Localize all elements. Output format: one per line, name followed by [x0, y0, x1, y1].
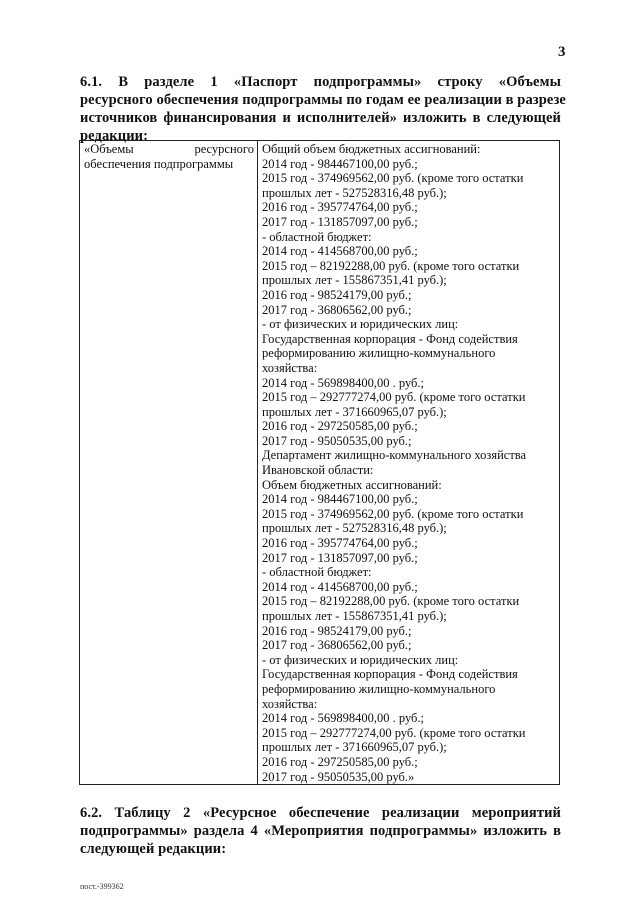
- paragraph-line: подпрограммы» раздела 4 «Мероприятия подпрограммы» изложить в: [80, 823, 561, 839]
- paragraph-line: ресурсного обеспечения подпрограммы по годам ее реализации в разрезе: [80, 92, 566, 108]
- value-line: прошлых лет - 371660965,07 руб.);: [262, 740, 447, 755]
- value-line: Государственная корпорация - Фонд содействия: [262, 667, 518, 682]
- paragraph-line: редакции:: [80, 128, 149, 144]
- value-line: 2015 год – 292777274,00 руб. (кроме того остатки: [262, 725, 526, 740]
- value-line: прошлых лет - 155867351,41 руб.);: [262, 273, 447, 288]
- value-line: 2014 год - 569898400,00 . руб.;: [262, 375, 424, 390]
- value-line: 2017 год - 95050535,00 руб.;: [262, 433, 412, 448]
- value-line: 2014 год - 984467100,00 руб.;: [262, 492, 418, 507]
- value-line: реформированию жилищно-коммунального: [262, 681, 496, 696]
- value-line: - областной бюджет:: [262, 565, 372, 580]
- value-line: прошлых лет - 371660965,07 руб.);: [262, 404, 447, 419]
- value-line: 2017 год - 95050535,00 руб.»: [262, 769, 415, 784]
- value-line: 2015 год - 374969562,00 руб. (кроме того остатки: [262, 506, 524, 521]
- resources-label-cell: [80, 141, 258, 785]
- value-line: 2017 год - 131857097,00 руб.;: [262, 214, 418, 229]
- value-line: 2016 год - 395774764,00 руб.;: [262, 536, 418, 551]
- value-line: хозяйства:: [262, 360, 318, 375]
- value-line: 2016 год - 297250585,00 руб.;: [262, 754, 418, 769]
- resources-value-cell: [258, 141, 560, 785]
- value-line: - от физических и юридических лиц:: [262, 317, 459, 332]
- value-line: 2015 год – 292777274,00 руб. (кроме того остатки: [262, 390, 526, 405]
- paragraph-line: 6.2. Таблицу 2 «Ресурсное обеспечение реализации мероприятий: [80, 805, 561, 821]
- paragraph-line: 6.1. В разделе 1 «Паспорт подпрограммы» строку «Объемы: [80, 74, 561, 90]
- value-line: реформированию жилищно-коммунального: [262, 346, 496, 361]
- paragraph-line: источников финансирования и исполнителей» изложить в следующей: [80, 110, 561, 126]
- passport-table: [79, 140, 560, 785]
- value-line: 2015 год – 82192288,00 руб. (кроме того остатки: [262, 594, 520, 609]
- value-line: хозяйства:: [262, 696, 318, 711]
- value-line: 2014 год - 569898400,00 . руб.;: [262, 711, 424, 726]
- page-number: 3: [558, 44, 566, 60]
- value-line: 2016 год - 98524179,00 руб.;: [262, 623, 412, 638]
- value-line: 2014 год - 414568700,00 руб.;: [262, 579, 418, 594]
- value-line: 2016 год - 297250585,00 руб.;: [262, 419, 418, 434]
- label-line: обеспечения подпрограммы: [84, 156, 234, 171]
- table-row: [80, 141, 560, 785]
- value-line: Департамент жилищно-коммунального хозяйства: [262, 448, 527, 463]
- document-code: пост.-399362: [80, 882, 124, 891]
- value-line: прошлых лет - 155867351,41 руб.);: [262, 609, 447, 623]
- value-line: 2014 год - 984467100,00 руб.;: [262, 156, 418, 171]
- paragraph-6-2: [80, 804, 561, 858]
- value-line: Государственная корпорация - Фонд содействия: [262, 331, 518, 346]
- value-line: Объем бюджетных ассигнований:: [262, 477, 442, 492]
- paragraph-6-1: [80, 73, 566, 145]
- value-line: Ивановской области:: [262, 463, 374, 478]
- value-line: 2015 год - 374969562,00 руб. (кроме того остатки: [262, 171, 524, 186]
- value-line: 2017 год - 36806562,00 руб.;: [262, 302, 412, 317]
- value-line: 2017 год - 131857097,00 руб.;: [262, 550, 418, 565]
- paragraph-line: следующей редакции:: [80, 841, 227, 857]
- value-line: 2016 год - 395774764,00 руб.;: [262, 200, 418, 215]
- value-line: 2016 год - 98524179,00 руб.;: [262, 287, 412, 302]
- value-line: - областной бюджет:: [262, 229, 372, 244]
- value-line: прошлых лет - 527528316,48 руб.);: [262, 521, 447, 536]
- value-line: - от физических и юридических лиц:: [262, 652, 459, 667]
- value-line: 2014 год - 414568700,00 руб.;: [262, 244, 418, 259]
- value-line: прошлых лет - 527528316,48 руб.);: [262, 185, 447, 200]
- label-line: «Объемы ресурсного: [84, 142, 254, 156]
- value-line: Общий объем бюджетных ассигнований:: [262, 142, 481, 156]
- value-line: 2015 год – 82192288,00 руб. (кроме того остатки: [262, 258, 520, 273]
- value-line: 2017 год - 36806562,00 руб.;: [262, 638, 412, 653]
